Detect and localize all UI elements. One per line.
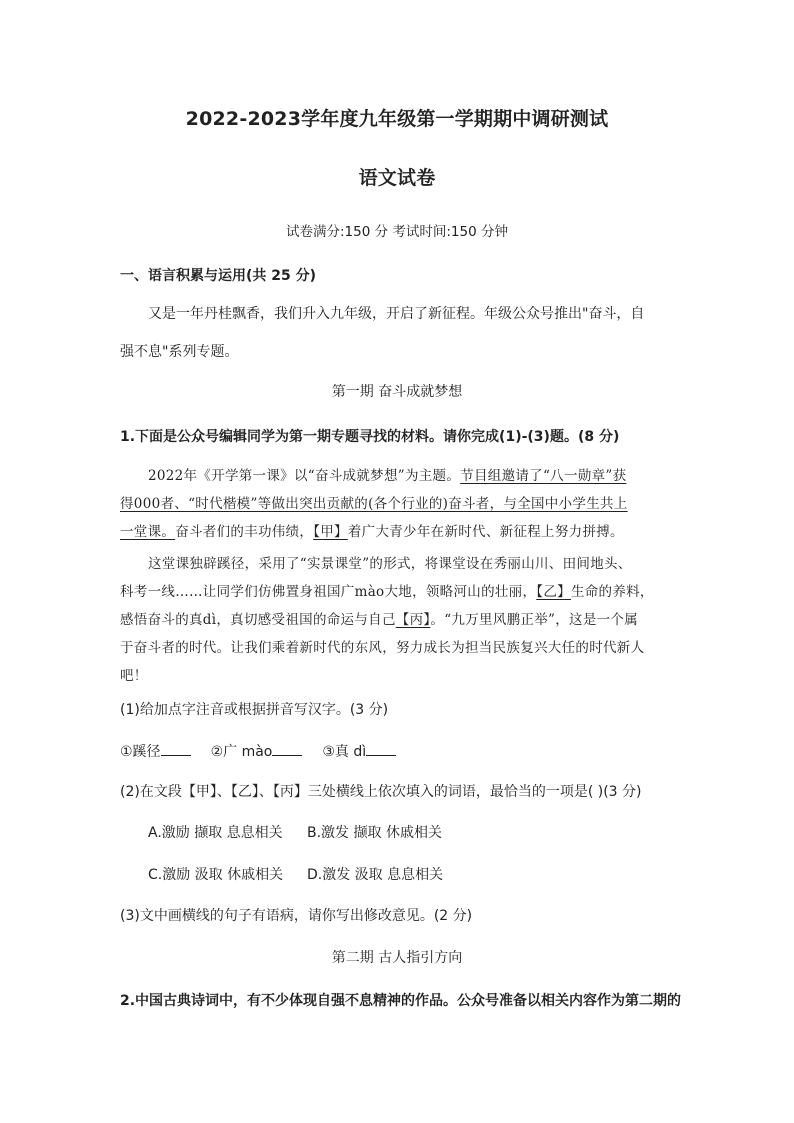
underlined-sentence-end: 一堂课。	[120, 524, 176, 540]
option-b[interactable]: B.激发 撷取 休戚相关	[307, 825, 442, 841]
blank-marker-jia: 【甲】	[313, 524, 348, 540]
section-heading: 一、语言积累与运用(共 25 分)	[120, 268, 317, 284]
issue-1-title: 第一期 奋斗成就梦想	[331, 384, 463, 400]
blank-marker-yi: 【乙】	[536, 584, 571, 600]
passage-text: 奋斗者们的丰功伟绩，	[175, 524, 314, 540]
passage-line-6	[120, 608, 638, 628]
paper-subtitle: 语文试卷	[358, 167, 436, 189]
passage-text: 生命的养料，	[570, 584, 654, 600]
intro-line-2: 强不息"系列专题。	[120, 344, 239, 360]
exam-info: 试卷满分:150 分 考试时间:150 分钟	[285, 224, 508, 240]
question-1-stem: 1.下面是公众号编辑同学为第一期专题寻找的材料。请你完成(1)-(3)题。(8 分)	[120, 429, 620, 445]
passage-line-2: 得000者、“时代楷模”等做出突出贡献的(各个行业的)奋斗者，与全国中小学生共上	[120, 496, 628, 512]
page-title: 2022-2023学年度九年级第一学期期中调研测试	[185, 108, 609, 130]
passage-text: 2022年《开学第一课》以“奋斗成就梦想”为主题。	[148, 468, 461, 484]
passage-line-8: 吧！	[120, 668, 148, 684]
option-d[interactable]: D.激发 汲取 息息相关	[307, 867, 444, 883]
passage-line-1	[148, 464, 626, 484]
passage-line-5	[120, 580, 654, 600]
intro-line-1: 又是一年丹桂飘香，我们升入九年级，开启了新征程。年级公众号推出"奋斗，自	[148, 306, 645, 322]
option-a[interactable]: A.激励 撷取 息息相关	[148, 825, 283, 841]
underlined-sentence: 节目组邀请了“八一勋章”获	[460, 468, 627, 484]
passage-line-4: 这堂课独辟蹊径，采用了“实景课堂”的形式，将课堂设在秀丽山川、田间地头、	[148, 556, 632, 572]
passage-text: 感悟奋斗的真dì，真切感受祖国的命运与自己	[120, 612, 396, 628]
passage-line-3	[120, 520, 624, 540]
sub-question-1: (1)给加点字注音或根据拼音写汉字。(3 分)	[120, 702, 389, 718]
answer-blank[interactable]	[366, 743, 396, 756]
option-c[interactable]: C.激励 汲取 休戚相关	[148, 867, 284, 883]
sub-question-3: (3)文中画横线的句子有语病，请你写出修改意见。(2 分)	[120, 908, 473, 924]
sub-question-2: (2)在文段【甲】、【乙】、【丙】三处横线上依次填入的词语，最恰当的一项是( )(3 分)	[120, 784, 642, 800]
passage-text: 。“九万里风鹏正举”，这是一个属	[430, 612, 639, 628]
issue-2-title: 第二期 古人指引方向	[331, 950, 463, 966]
passage-line-7: 于奋斗者的时代。让我们乘着新时代的东风，努力成长为担当民族复兴大任的时代新人	[120, 640, 645, 656]
item-1: ①蹊径	[120, 744, 161, 760]
answer-blank[interactable]	[272, 743, 302, 756]
item-3: ③真 dì	[322, 744, 367, 760]
sub-question-1-items	[120, 741, 396, 761]
passage-text: 科考一线……让同学们仿佛置身祖国广mào大地，领略河山的壮丽，	[120, 584, 537, 600]
question-2-stem: 2.中国古典诗词中，有不少体现自强不息精神的作品。公众号准备以相关内容作为第二期的	[120, 993, 682, 1009]
item-2: ②广 mào	[210, 744, 273, 760]
answer-blank[interactable]	[161, 743, 191, 756]
passage-text: 着广大青少年在新时代、新征程上努力拼搏。	[347, 524, 624, 540]
blank-marker-bing: 【丙】	[395, 612, 431, 628]
